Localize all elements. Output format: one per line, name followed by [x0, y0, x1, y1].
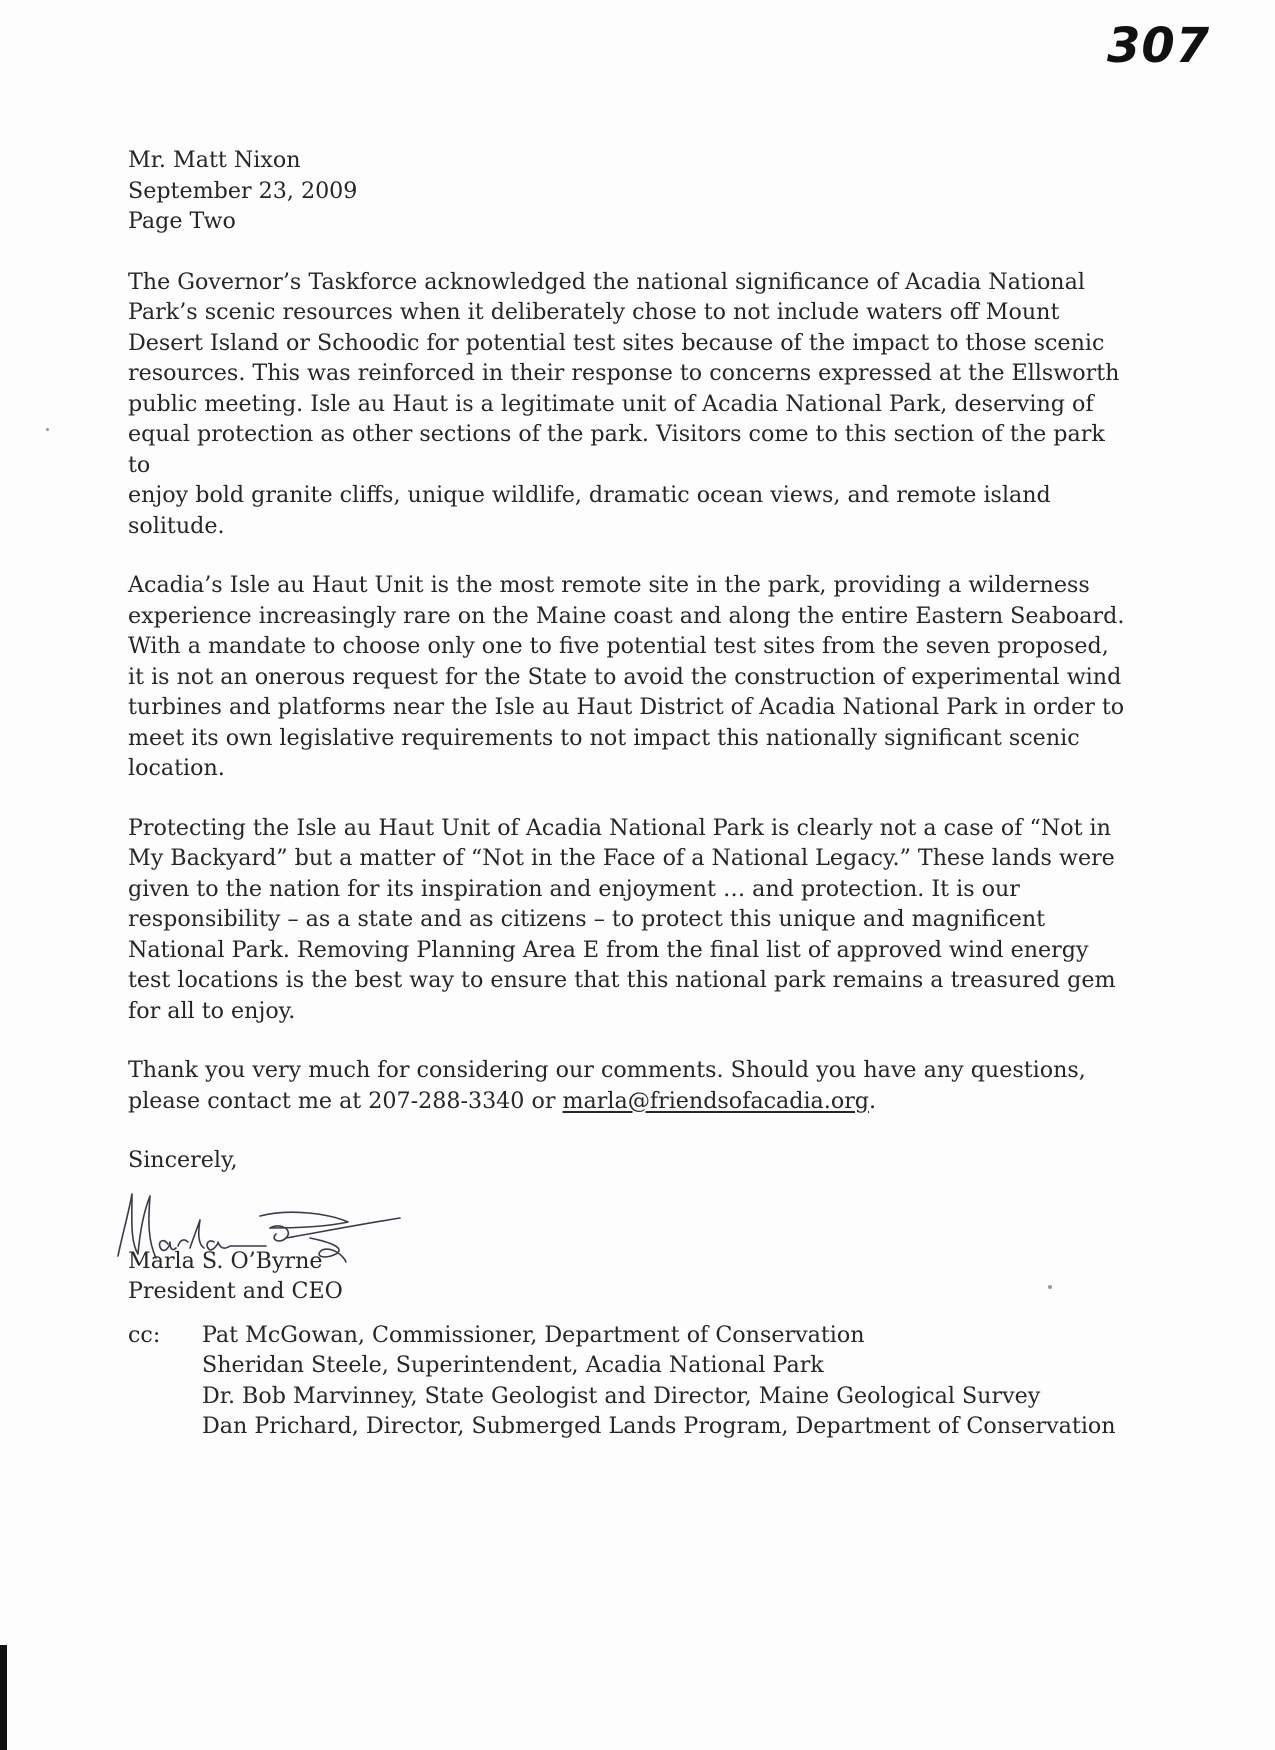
paragraph-1: The Governor’s Taskforce acknowledged the national significance of Acadia National Park’s scenic resources when it deliberately chose to not include waters off Mount Desert Island or Schoodic for potential test sites because of the impact to those scenic resources. This was reinforced in their response to concerns expressed at the Ellsworth public meeting. Isle au Haut is a legitimate unit of Acadia National Park, deserving of equal protection as other sections of the park. Visitors come to this section of the park to enjoy bold granite cliffs, unique wildlife, dramatic ocean views, and remote island solitude. — [128, 268, 1120, 539]
closing-line: Sincerely, — [128, 1147, 238, 1173]
cc-recipient: Sheridan Steele, Superintendent, Acadia National Park — [202, 1352, 824, 1378]
page-number: 307 — [1107, 18, 1211, 74]
cc-list — [202, 1320, 1116, 1442]
cc-block — [128, 1320, 1128, 1442]
thanks-period: . — [869, 1087, 877, 1114]
thanks-paragraph — [128, 1055, 1128, 1116]
thanks-text: Thank you very much for considering our comments. Should you have any questions, please contact me at 207-288-3340 or — [128, 1057, 1086, 1114]
email-link[interactable]: marla@friendsofacadia.org — [562, 1087, 870, 1114]
signer-title: President and CEO — [128, 1278, 343, 1304]
letter-header — [128, 145, 1128, 237]
signer-name: Marla S. O’Byrne — [128, 1247, 323, 1274]
date-line: September 23, 2009 — [128, 177, 358, 204]
recipient-line: Mr. Matt Nixon — [128, 147, 301, 173]
letter-body — [128, 145, 1128, 1442]
scan-speck — [1048, 1285, 1052, 1289]
paragraph-3: Protecting the Isle au Haut Unit of Acadia National Park is clearly not a case of “Not in My Backyard” but a matter of “Not in the Face of a National Legacy.” These lands were given to the nation for its inspiration and enjoyment … and protection. It is our responsibility – as a state and as citizens – to protect this unique and magnificent National Park. Removing Planning Area E from the final list of approved wind energy test locations is the best way to ensure that this national park remains a treasured gem for all to enjoy. — [128, 814, 1116, 1024]
scan-edge-mark — [0, 1645, 7, 1750]
scan-speck — [46, 428, 49, 431]
signer — [128, 1246, 343, 1307]
cc-label: cc: — [128, 1321, 161, 1348]
cc-recipient: Dan Prichard, Director, Submerged Lands Program, Department of Conservation — [202, 1413, 1116, 1439]
cc-recipient: Pat McGowan, Commissioner, Department of Conservation — [202, 1321, 865, 1348]
paragraph-2: Acadia’s Isle au Haut Unit is the most remote site in the park, providing a wilderness experience increasingly rare on the Maine coast and along the entire Eastern Seaboard. With a mandate to choose only one to five potential test sites from the seven proposed, it is not an onerous request for the State to avoid the construction of experimental wind turbines and platforms near the Isle au Haut District of Acadia National Park in order to meet its own legislative requirements to not impact this nationally significant scenic location. — [128, 572, 1125, 781]
cc-recipient: Dr. Bob Marvinney, State Geologist and Director, Maine Geological Survey — [202, 1382, 1041, 1409]
page-line: Page Two — [128, 208, 236, 234]
signature-block — [128, 1184, 1128, 1304]
